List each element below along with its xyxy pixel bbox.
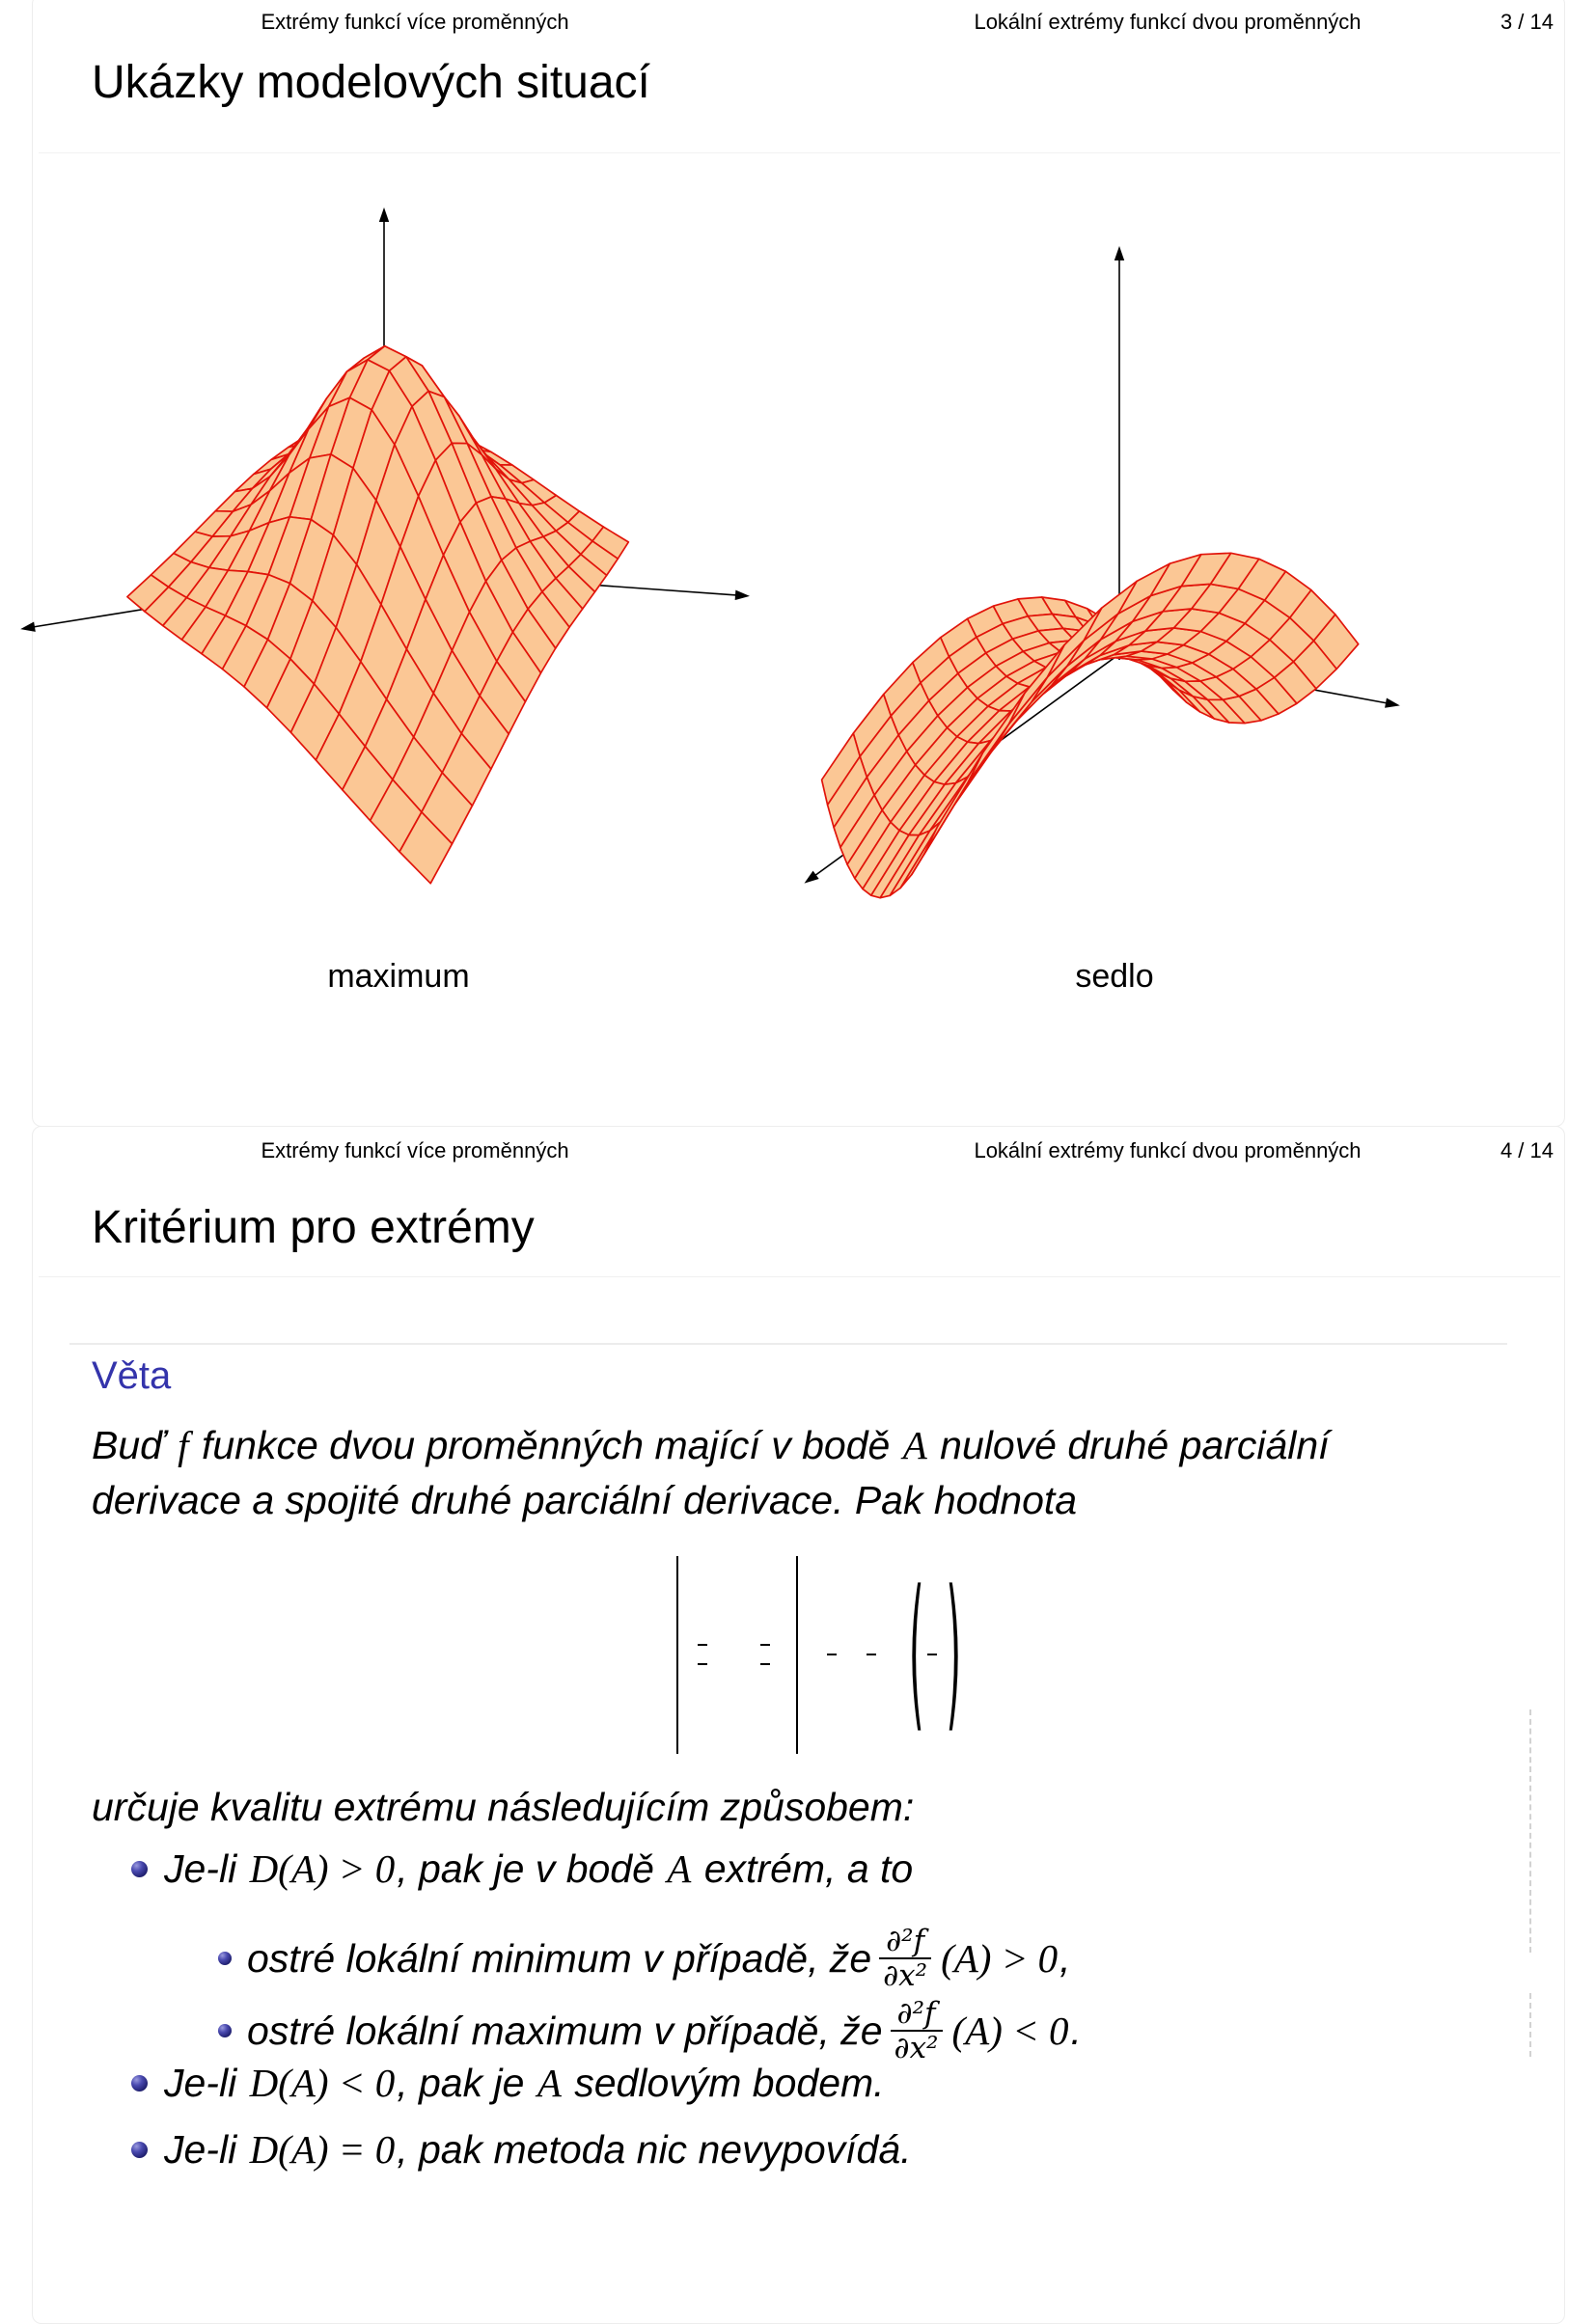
- determinant-bar-right: [796, 1556, 798, 1754]
- inline-fraction: ∂²f ∂x²: [879, 1925, 931, 1992]
- det-entry-21: [698, 1663, 714, 1665]
- slide2-header-section-title: Extrémy funkcí více proměnných: [261, 1138, 569, 1162]
- bullet-text: Je-li D(A) > 0, pak je v bodě A extrém, a to: [164, 1846, 914, 1891]
- determinant-bar-left: [676, 1556, 678, 1754]
- slide1-title: Ukázky modelových situací: [92, 57, 650, 108]
- bullet-item-4: [0, 2061, 1596, 2105]
- slide2-title: Kritérium pro extrémy: [92, 1202, 535, 1253]
- surface-plot-maximum: [0, 164, 811, 1013]
- slide2-header-subsection-title: Lokální extrémy funkcí dvou proměnných: [974, 1138, 1362, 1162]
- bullet-ball-icon: [131, 2075, 148, 2092]
- bullet-text: ostré lokální maximum v případě, že ∂²f ∂x² (A) < 0 .: [247, 1995, 1082, 2065]
- slide2-title-underline: [39, 1276, 1560, 1277]
- inline-fraction: ∂²f ∂x²: [891, 1997, 943, 2064]
- big-left-paren: (: [908, 1559, 924, 1750]
- bullet-ball-icon: [131, 1861, 148, 1877]
- bullet-ball-icon: [218, 2024, 232, 2037]
- bullet-item-1: [0, 1846, 1596, 1891]
- plot-label-maximum: maximum: [327, 958, 470, 995]
- bullet-ball-icon: [218, 1952, 232, 1965]
- theorem-heading: Věta: [92, 1354, 172, 1397]
- slide2-page-number: 4 / 14: [1500, 1138, 1554, 1162]
- plot-label-sedlo: sedlo: [1075, 958, 1154, 995]
- theorem-intro-line-2: derivace a spojité druhé parciální derivace. Pak hodnota: [92, 1478, 1078, 1522]
- bullet-text: ostré lokální minimum v případě, že ∂²f ∂x² (A) > 0 ,: [247, 1923, 1071, 1993]
- rhs-term-3: [927, 1654, 944, 1655]
- criterion-formula: [116, 1544, 1490, 1765]
- bullet-text: Je-li D(A) = 0, pak metoda nic nevypovídá.: [164, 2127, 912, 2172]
- slide1-title-underline: [39, 152, 1560, 153]
- slide1-header-subsection-title: Lokální extrémy funkcí dvou proměnných: [974, 10, 1362, 34]
- det-entry-22: [760, 1663, 777, 1665]
- bullet-text: Je-li D(A) < 0, pak je A sedlovým bodem.: [164, 2061, 885, 2105]
- hessian-determinant: [676, 1556, 798, 1754]
- bullet-item-5: [0, 2127, 1596, 2172]
- bullet-ball-icon: [131, 2142, 148, 2158]
- slide1-page-number: 3 / 14: [1500, 10, 1554, 34]
- theorem-block-top-border: [69, 1343, 1507, 1345]
- page-edge-dash: [1529, 1709, 1531, 1953]
- theorem-outro: určuje kvalitu extrému následujícím způsobem:: [92, 1785, 915, 1829]
- page-edge-dash: [1529, 1993, 1531, 2057]
- slide1-header-section-title: Extrémy funkcí více proměnných: [261, 10, 569, 34]
- theorem-intro-line-1: Buď f funkce dvou proměnných mající v bodě A nulové druhé parciální: [92, 1423, 1330, 1467]
- rhs-term-2: [867, 1654, 883, 1655]
- big-right-paren: ): [946, 1559, 962, 1750]
- rhs-term-1: [827, 1654, 843, 1655]
- surface-plot-sedlo: [791, 164, 1467, 1013]
- det-entry-11: [698, 1644, 714, 1646]
- det-entry-12: [760, 1644, 777, 1646]
